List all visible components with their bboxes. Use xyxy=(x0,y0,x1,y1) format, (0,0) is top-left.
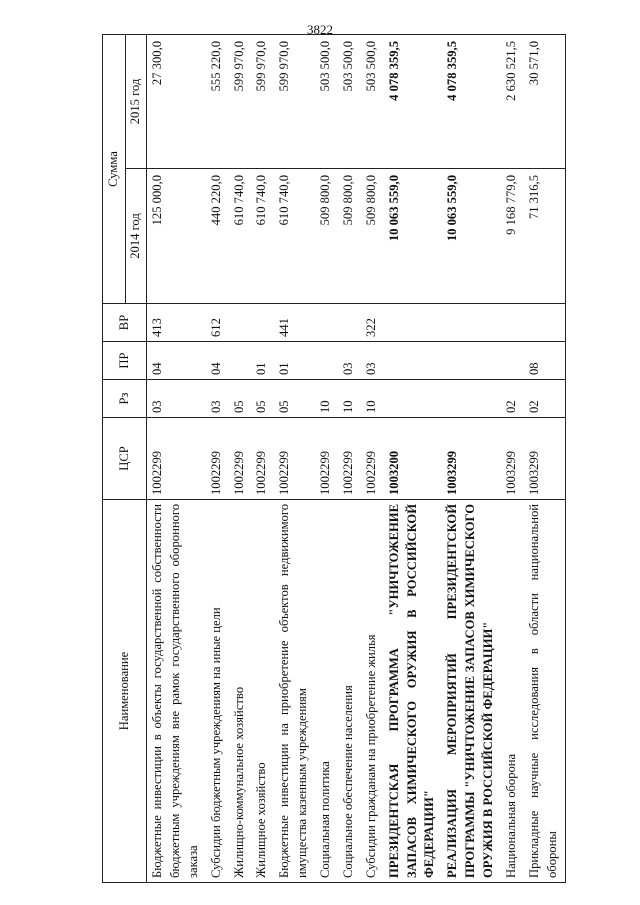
header-csr: ЦСР xyxy=(103,418,147,500)
table-row xyxy=(229,34,252,882)
cell-2015: 503 500,0 xyxy=(338,34,361,168)
cell-rz: 03 xyxy=(206,380,229,418)
cell-pr: 08 xyxy=(524,342,565,380)
cell-rz: 10 xyxy=(361,380,384,418)
cell-rz: 02 xyxy=(501,380,524,418)
cell-vr xyxy=(338,304,361,342)
table-row xyxy=(315,34,338,882)
cell-2015: 599 970,0 xyxy=(274,34,315,168)
cell-2014: 10 063 559,0 xyxy=(384,169,443,304)
table-row xyxy=(251,34,274,882)
header-name: Наименование xyxy=(103,500,147,883)
cell-2015: 2 630 521,5 xyxy=(501,34,524,168)
table-header xyxy=(103,34,147,882)
cell-csr: 1002299 xyxy=(315,418,338,500)
cell-2015: 503 500,0 xyxy=(361,34,384,168)
cell-name: Субсидии бюджетным учреждениям на иные цели xyxy=(206,500,229,883)
cell-vr xyxy=(251,304,274,342)
cell-2014: 440 220,0 xyxy=(206,169,229,304)
cell-csr: 1002299 xyxy=(251,418,274,500)
cell-name: Субсидии гражданам на приобретение жилья xyxy=(361,500,384,883)
cell-vr xyxy=(384,304,443,342)
table-body xyxy=(147,34,566,882)
cell-rz: 05 xyxy=(251,380,274,418)
rotated-table-area xyxy=(102,35,559,883)
cell-2014: 610 740,0 xyxy=(251,169,274,304)
cell-2014: 509 800,0 xyxy=(361,169,384,304)
cell-pr xyxy=(442,342,501,380)
page-number: 3822 xyxy=(307,22,333,37)
cell-rz: 10 xyxy=(315,380,338,418)
cell-rz xyxy=(384,380,443,418)
cell-csr: 1002299 xyxy=(229,418,252,500)
cell-pr: 03 xyxy=(361,342,384,380)
cell-vr xyxy=(442,304,501,342)
cell-2015: 555 220,0 xyxy=(206,34,229,168)
cell-2015: 27 300,0 xyxy=(147,34,206,168)
table-row xyxy=(524,34,565,882)
cell-rz: 05 xyxy=(229,380,252,418)
cell-2015: 599 970,0 xyxy=(229,34,252,168)
cell-2015: 503 500,0 xyxy=(315,34,338,168)
cell-csr: 1002299 xyxy=(338,418,361,500)
cell-2014: 10 063 559,0 xyxy=(442,169,501,304)
table-row xyxy=(274,34,315,882)
cell-vr: 441 xyxy=(274,304,315,342)
cell-vr: 413 xyxy=(147,304,206,342)
cell-vr xyxy=(501,304,524,342)
cell-2014: 9 168 779,0 xyxy=(501,169,524,304)
cell-pr: 01 xyxy=(251,342,274,380)
cell-pr xyxy=(501,342,524,380)
header-pr: ПР xyxy=(103,342,147,380)
cell-pr: 04 xyxy=(206,342,229,380)
table-row xyxy=(361,34,384,882)
cell-pr xyxy=(229,342,252,380)
cell-csr: 1003299 xyxy=(524,418,565,500)
table-row xyxy=(442,34,501,882)
cell-csr: 1003299 xyxy=(501,418,524,500)
cell-2015: 599 970,0 xyxy=(251,34,274,168)
cell-name: Социальное обеспечение населения xyxy=(338,500,361,883)
cell-pr: 04 xyxy=(147,342,206,380)
cell-2014: 509 800,0 xyxy=(338,169,361,304)
cell-vr: 612 xyxy=(206,304,229,342)
table-row xyxy=(206,34,229,882)
cell-pr: 01 xyxy=(274,342,315,380)
cell-rz: 03 xyxy=(147,380,206,418)
cell-name: РЕАЛИЗАЦИЯ МЕРОПРИЯТИЙ ПРЕЗИДЕНТСКОЙ ПРОГРАММЫ "УНИЧТОЖЕНИЕ ЗАПАСОВ ХИМИЧЕСКОГО ОРУЖИЯ В РОССИЙСКОЙ ФЕДЕРАЦИИ" xyxy=(442,500,501,883)
table-row xyxy=(338,34,361,882)
cell-name: Жилищно-коммунальное хозяйство xyxy=(229,500,252,883)
table-row xyxy=(147,34,206,882)
cell-2014: 610 740,0 xyxy=(274,169,315,304)
cell-csr: 1002299 xyxy=(361,418,384,500)
table-row xyxy=(501,34,524,882)
cell-pr xyxy=(384,342,443,380)
cell-rz xyxy=(442,380,501,418)
cell-name: Бюджетные инвестиции на приобретение объектов недвижимого имущества казенным учреждениям xyxy=(274,500,315,883)
table-row xyxy=(384,34,443,882)
header-rz: Рз xyxy=(103,380,147,418)
header-vr: ВР xyxy=(103,304,147,342)
cell-pr xyxy=(315,342,338,380)
cell-name: Жилищное хозяйство xyxy=(251,500,274,883)
cell-2014: 125 000,0 xyxy=(147,169,206,304)
header-sum: Сумма xyxy=(103,34,126,303)
cell-csr: 1002299 xyxy=(147,418,206,500)
cell-name: Национальная оборона xyxy=(501,500,524,883)
cell-name: Бюджетные инвестиции в объекты государственной собственности бюджетным учреждениям вне рамок государственного оборонного заказа xyxy=(147,500,206,883)
cell-csr: 1003299 xyxy=(442,418,501,500)
cell-name: ПРЕЗИДЕНТСКАЯ ПРОГРАММА "УНИЧТОЖЕНИЕ ЗАПАСОВ ХИМИЧЕСКОГО ОРУЖИЯ В РОССИЙСКОЙ ФЕДЕРАЦИИ" xyxy=(384,500,443,883)
cell-vr xyxy=(229,304,252,342)
cell-2015: 30 571,0 xyxy=(524,34,565,168)
cell-rz: 10 xyxy=(338,380,361,418)
header-2015: 2015 год xyxy=(126,34,147,168)
budget-table xyxy=(102,34,566,883)
cell-pr: 03 xyxy=(338,342,361,380)
cell-2014: 610 740,0 xyxy=(229,169,252,304)
cell-csr: 1002299 xyxy=(274,418,315,500)
cell-2014: 509 800,0 xyxy=(315,169,338,304)
cell-2015: 4 078 359,5 xyxy=(442,34,501,168)
cell-csr: 1002299 xyxy=(206,418,229,500)
cell-rz: 05 xyxy=(274,380,315,418)
cell-vr: 322 xyxy=(361,304,384,342)
cell-name: Социальная политика xyxy=(315,500,338,883)
cell-vr xyxy=(315,304,338,342)
cell-vr xyxy=(524,304,565,342)
cell-csr: 1003200 xyxy=(384,418,443,500)
cell-name: Прикладные научные исследования в области национальной обороны xyxy=(524,500,565,883)
cell-rz: 02 xyxy=(524,380,565,418)
cell-2015: 4 078 359,5 xyxy=(384,34,443,168)
header-2014: 2014 год xyxy=(126,169,147,304)
cell-2014: 71 316,5 xyxy=(524,169,565,304)
